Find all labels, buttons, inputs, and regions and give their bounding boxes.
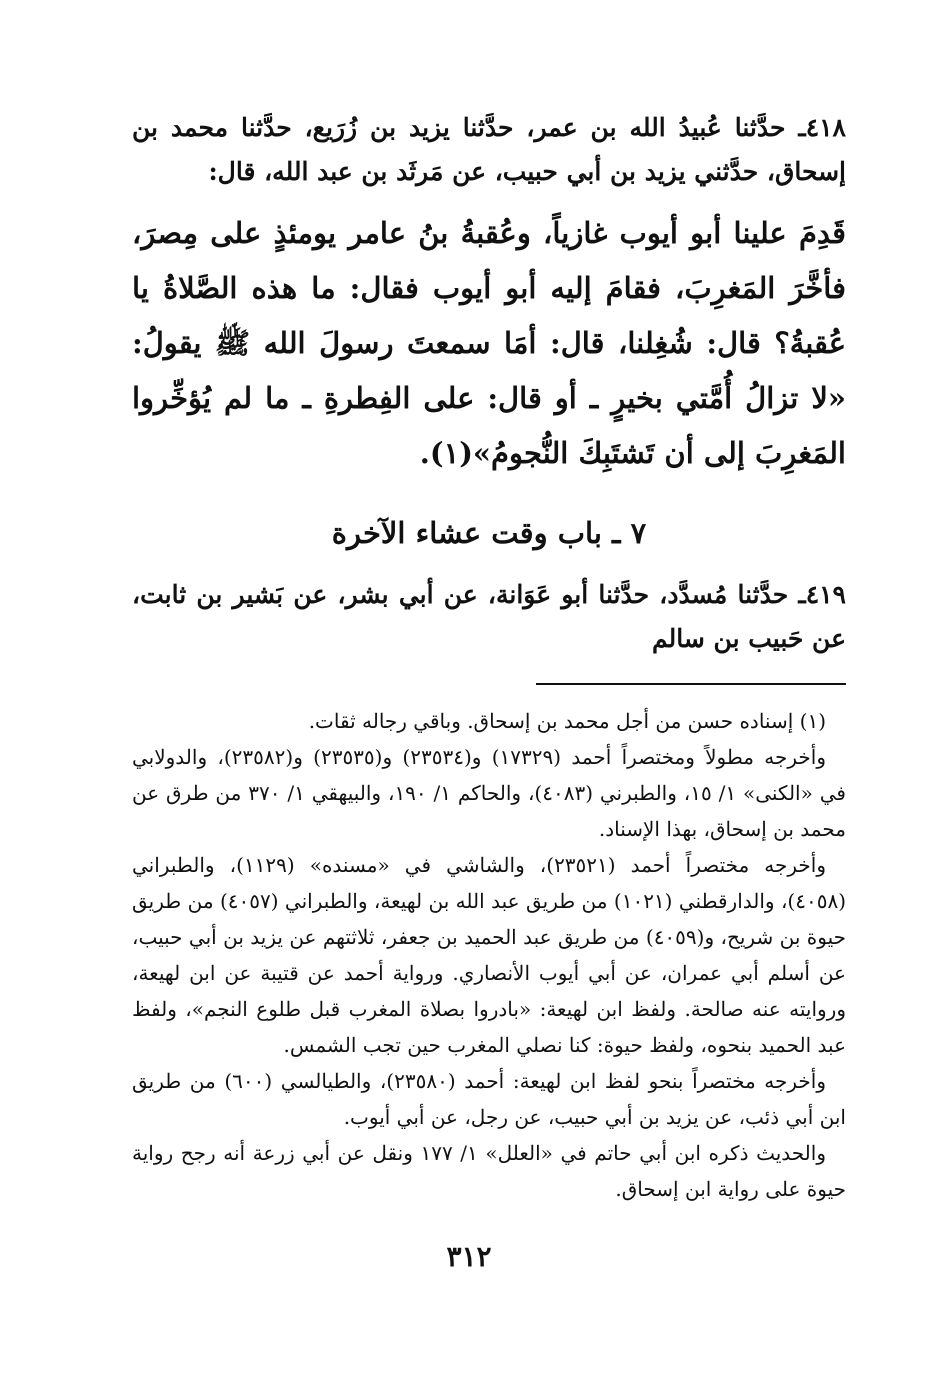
footnote-1: (١) إسناده حسن من أجل محمد بن إسحاق. وباقي رجاله ثقات. [308,709,826,733]
footnote-separator [536,683,846,685]
footnote-paragraph: وأخرجه مختصراً أحمد (٢٣٥٢١)، والشاشي في «مسنده» (١١٢٩)، والطبراني (٤٠٥٨)، والدارقطني (١٠٢١) من طريق عبد الله بن لهيعة، والطبراني (٤٠٥٧) من طريق حيوة بن شريح، و(٤٠٥٩) من طريق عبد الحميد بن جعفر، ثلاثتهم عن يزيد بن أبي حبيب، عن أسلم أبي عمران، عن أبي أيوب الأنصاري. ورواية أحمد عن قتيبة عن ابن لهيعة، وروايته عنه صالحة. ولفظ ابن لهيعة: «بادروا بصلاة المغرب قبل طلوع النجم»، ولفظ عبد الحميد بنحوه، ولفظ حيوة: كنا نصلي المغرب حين تجب الشمس. [132,853,847,1057]
hadith-418-matn: قَدِمَ علينا أبو أيوب غازياً، وعُقبةُ بنُ عامر يومئذٍ على مِصرَ، فأخَّرَ المَغرِبَ، فقامَ إليه أبو أيوب فقال: ما هذه الصَّلاةُ يا عُقبةُ؟ قال: شُغِلنا، قال: أمَا سمعتَ رسولَ الله ﷺ يقولُ: «لا تزالُ أُمَّتي بخيرٍ ـ أو قال: على الفِطرةِ ـ ما لم يُؤخِّروا المَغرِبَ إلى أن تَشتَبِكَ النُّجومُ»(١). [132,216,846,470]
footnote-paragraph: وأخرجه مختصراً بنحو لفظ ابن لهيعة: أحمد (٢٣٥٨٠)، والطيالسي (٦٠٠) من طريق ابن أبي ذئب، عن يزيد بن أبي حبيب، عن رجل، عن أبي أيوب. [132,1069,846,1129]
footnote-paragraph: وأخرجه مطولاً ومختصراً أحمد (١٧٣٢٩) و(٢٣٥٣٤) و(٢٣٥٣٥) و(٢٣٥٨٢)، والدولابي في «الكنى» ١/ ١٥، والطبرني (٤٠٨٣)، والحاكم ١/ ١٩٠، والبيهقي ١/ ٣٧٠ من طرق عن محمد بن إسحاق، بهذا الإسناد. [132,745,846,841]
footnote-paragraph: والحديث ذكره ابن أبي حاتم في «العلل» ١/ ١٧٧ ونقل عن أبي زرعة أنه رجح رواية حيوة على رواية ابن إسحاق. [132,1141,846,1201]
chapter-heading: ٧ ـ باب وقت عشاء الآخرة [331,516,647,550]
hadith-418-isnad: ٤١٨ـ حدَّثنا عُبيدُ الله بن عمر، حدَّثنا يزيد بن زُرَيع، حدَّثنا محمد بن إسحاق، حدَّثني يزيد بن أبي حبيب، عن مَرثَد بن عبد الله، قال: [132,113,846,186]
footnotes [132,703,846,1207]
page-number: ٣١٢ [446,1240,492,1273]
hadith-419-isnad: ٤١٩ـ حدَّثنا مُسدَّد، حدَّثنا أبو عَوَانة، عن أبي بشر، عن بَشير بن ثابت، عن حَبيب بن سالم [132,580,846,653]
